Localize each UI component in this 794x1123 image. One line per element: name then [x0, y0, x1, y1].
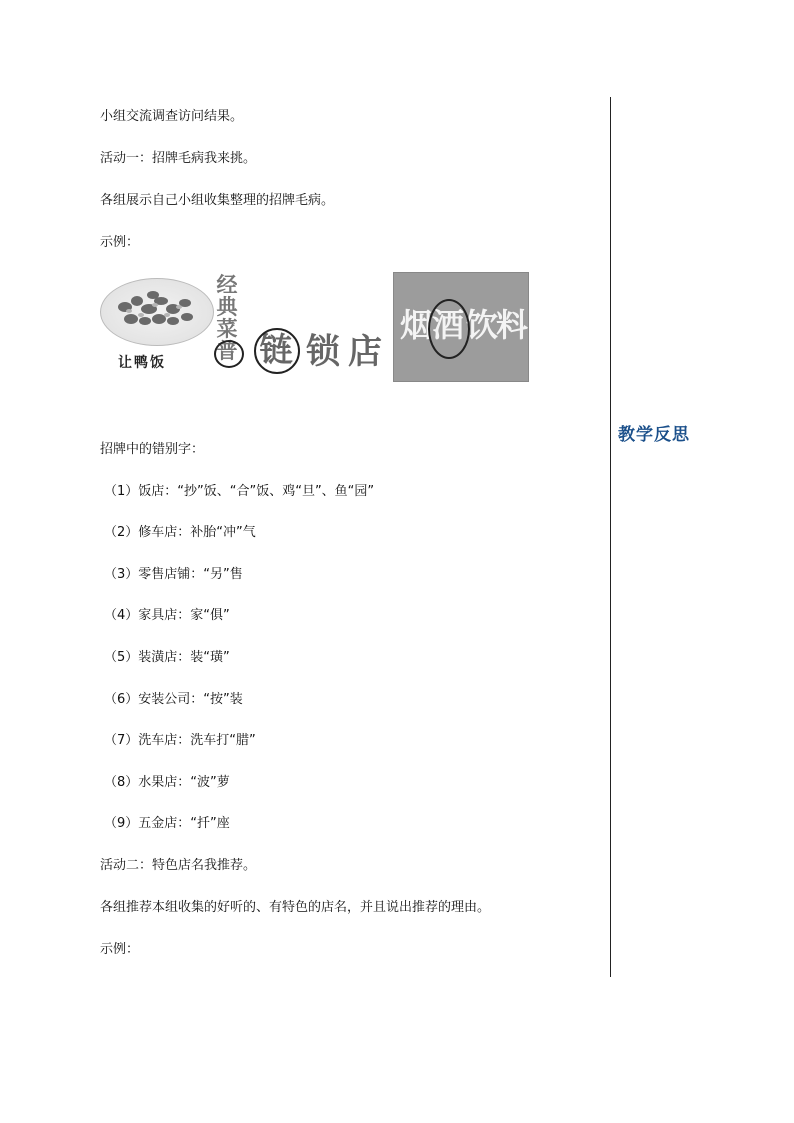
error-circle [254, 328, 300, 374]
vertical-char: 菜 [216, 316, 238, 341]
error-item: （4）家具店：家“俱” [104, 608, 230, 623]
error-item: （2）修车店：补胎“冲”气 [104, 525, 256, 540]
sign-char-circled: 酒 [432, 306, 465, 344]
activity2-desc: 各组推荐本组收集的好听的、有特色的店名，并且说出推荐的理由。 [100, 900, 491, 915]
vertical-char: 典 [216, 294, 238, 319]
error-item: （9）五金店：“扦”座 [104, 816, 230, 831]
plate-label: 让鸭饭 [118, 355, 166, 371]
vertical-char: 经 [216, 272, 238, 297]
example-label: 示例： [100, 235, 140, 250]
activity2-title: 活动二：特色店名我推荐。 [100, 858, 257, 873]
error-item: （6）安装公司：“按”装 [104, 692, 243, 707]
error-item: （8）水果店：“波”萝 [104, 775, 230, 790]
duck-rice-plate-image [100, 278, 214, 346]
activity1-title: 活动一：招牌毛病我来挑。 [100, 151, 257, 166]
activity1-desc: 各组展示自己小组收集整理的招牌毛病。 [100, 193, 335, 208]
errors-intro: 招牌中的错别字： [100, 442, 205, 457]
error-circle [214, 340, 244, 368]
vertical-char-circled: 普 [216, 338, 238, 363]
sign-char: 烟 [400, 306, 433, 344]
signboard-examples-figure [100, 270, 530, 385]
column-divider [610, 97, 611, 977]
sign-char: 饮 [466, 306, 499, 344]
tobacco-wine-sign [393, 272, 529, 382]
example-label-2: 示例： [100, 942, 140, 957]
error-item: （5）装潢店：装“璜” [104, 650, 230, 665]
error-item: （7）洗车店：洗车打“腊” [104, 733, 256, 748]
paragraph-intro: 小组交流调查访问结果。 [100, 109, 244, 124]
chain-circled-char: 链 [259, 330, 293, 369]
chain-store-text: 锁店 [306, 332, 390, 372]
error-item: （1）饭店：“抄”饭、“合”饭、鸡“旦”、鱼“园” [104, 484, 375, 499]
error-circle [428, 299, 470, 359]
error-item: （3）零售店铺：“另”售 [104, 567, 243, 582]
teaching-reflection-heading: 教学反思 [618, 425, 690, 445]
sign-char: 料 [496, 306, 529, 344]
